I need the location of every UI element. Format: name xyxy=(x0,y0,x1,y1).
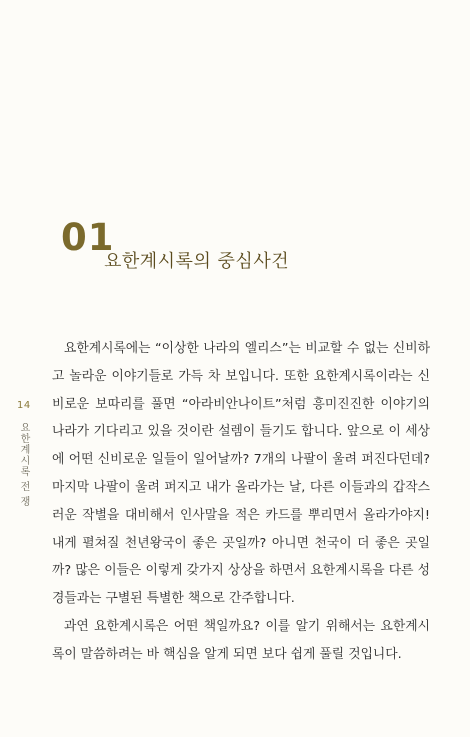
running-book-title: 요한계시록 전 쟁 xyxy=(18,422,29,508)
page-number: 14 xyxy=(17,400,31,411)
chapter-number: 01 xyxy=(61,216,115,259)
body-text xyxy=(52,335,430,669)
body-paragraph-2: 과연 요한계시록은 어떤 책일까요? 이를 알기 위해서는 요한계시록이 말씀하려는 바 핵심을 알게 되면 보다 쉽게 풀릴 것입니다. xyxy=(52,618,430,662)
body-paragraph-1: 요한계시록에는 “이상한 나라의 엘리스”는 비교할 수 없는 신비하고 놀라운 이야기들로 가득 차 보입니다. 또한 요한계시록이라는 신비로운 보따리를 풀면 “아라비안나이트”처럼 흥미진진한 이야기의 나라가 기다리고 있을 것이란 설렘이 들기도 합니다. 앞으로 이 세상에 어떤 신비로운 일들이 일어날까? 7개의 나팔이 울려 퍼진다던데? 마지막 나팔이 울려 퍼지고 내가 올라가는 날, 다른 이들과의 갑작스러운 작별을 대비해서 인사말을 적은 카드를 뿌리면서 올라가야지! 내게 펼쳐질 천년왕국이 좋은 곳일까? 아니면 천국이 더 좋은 곳일까? 많은 이들은 이렇게 갖가지 상상을 하면서 요한계시록을 다른 성경들과는 구별된 특별한 책으로 간주합니다. xyxy=(52,341,430,607)
chapter-title: 요한계시록의 중심사건 xyxy=(104,251,290,272)
